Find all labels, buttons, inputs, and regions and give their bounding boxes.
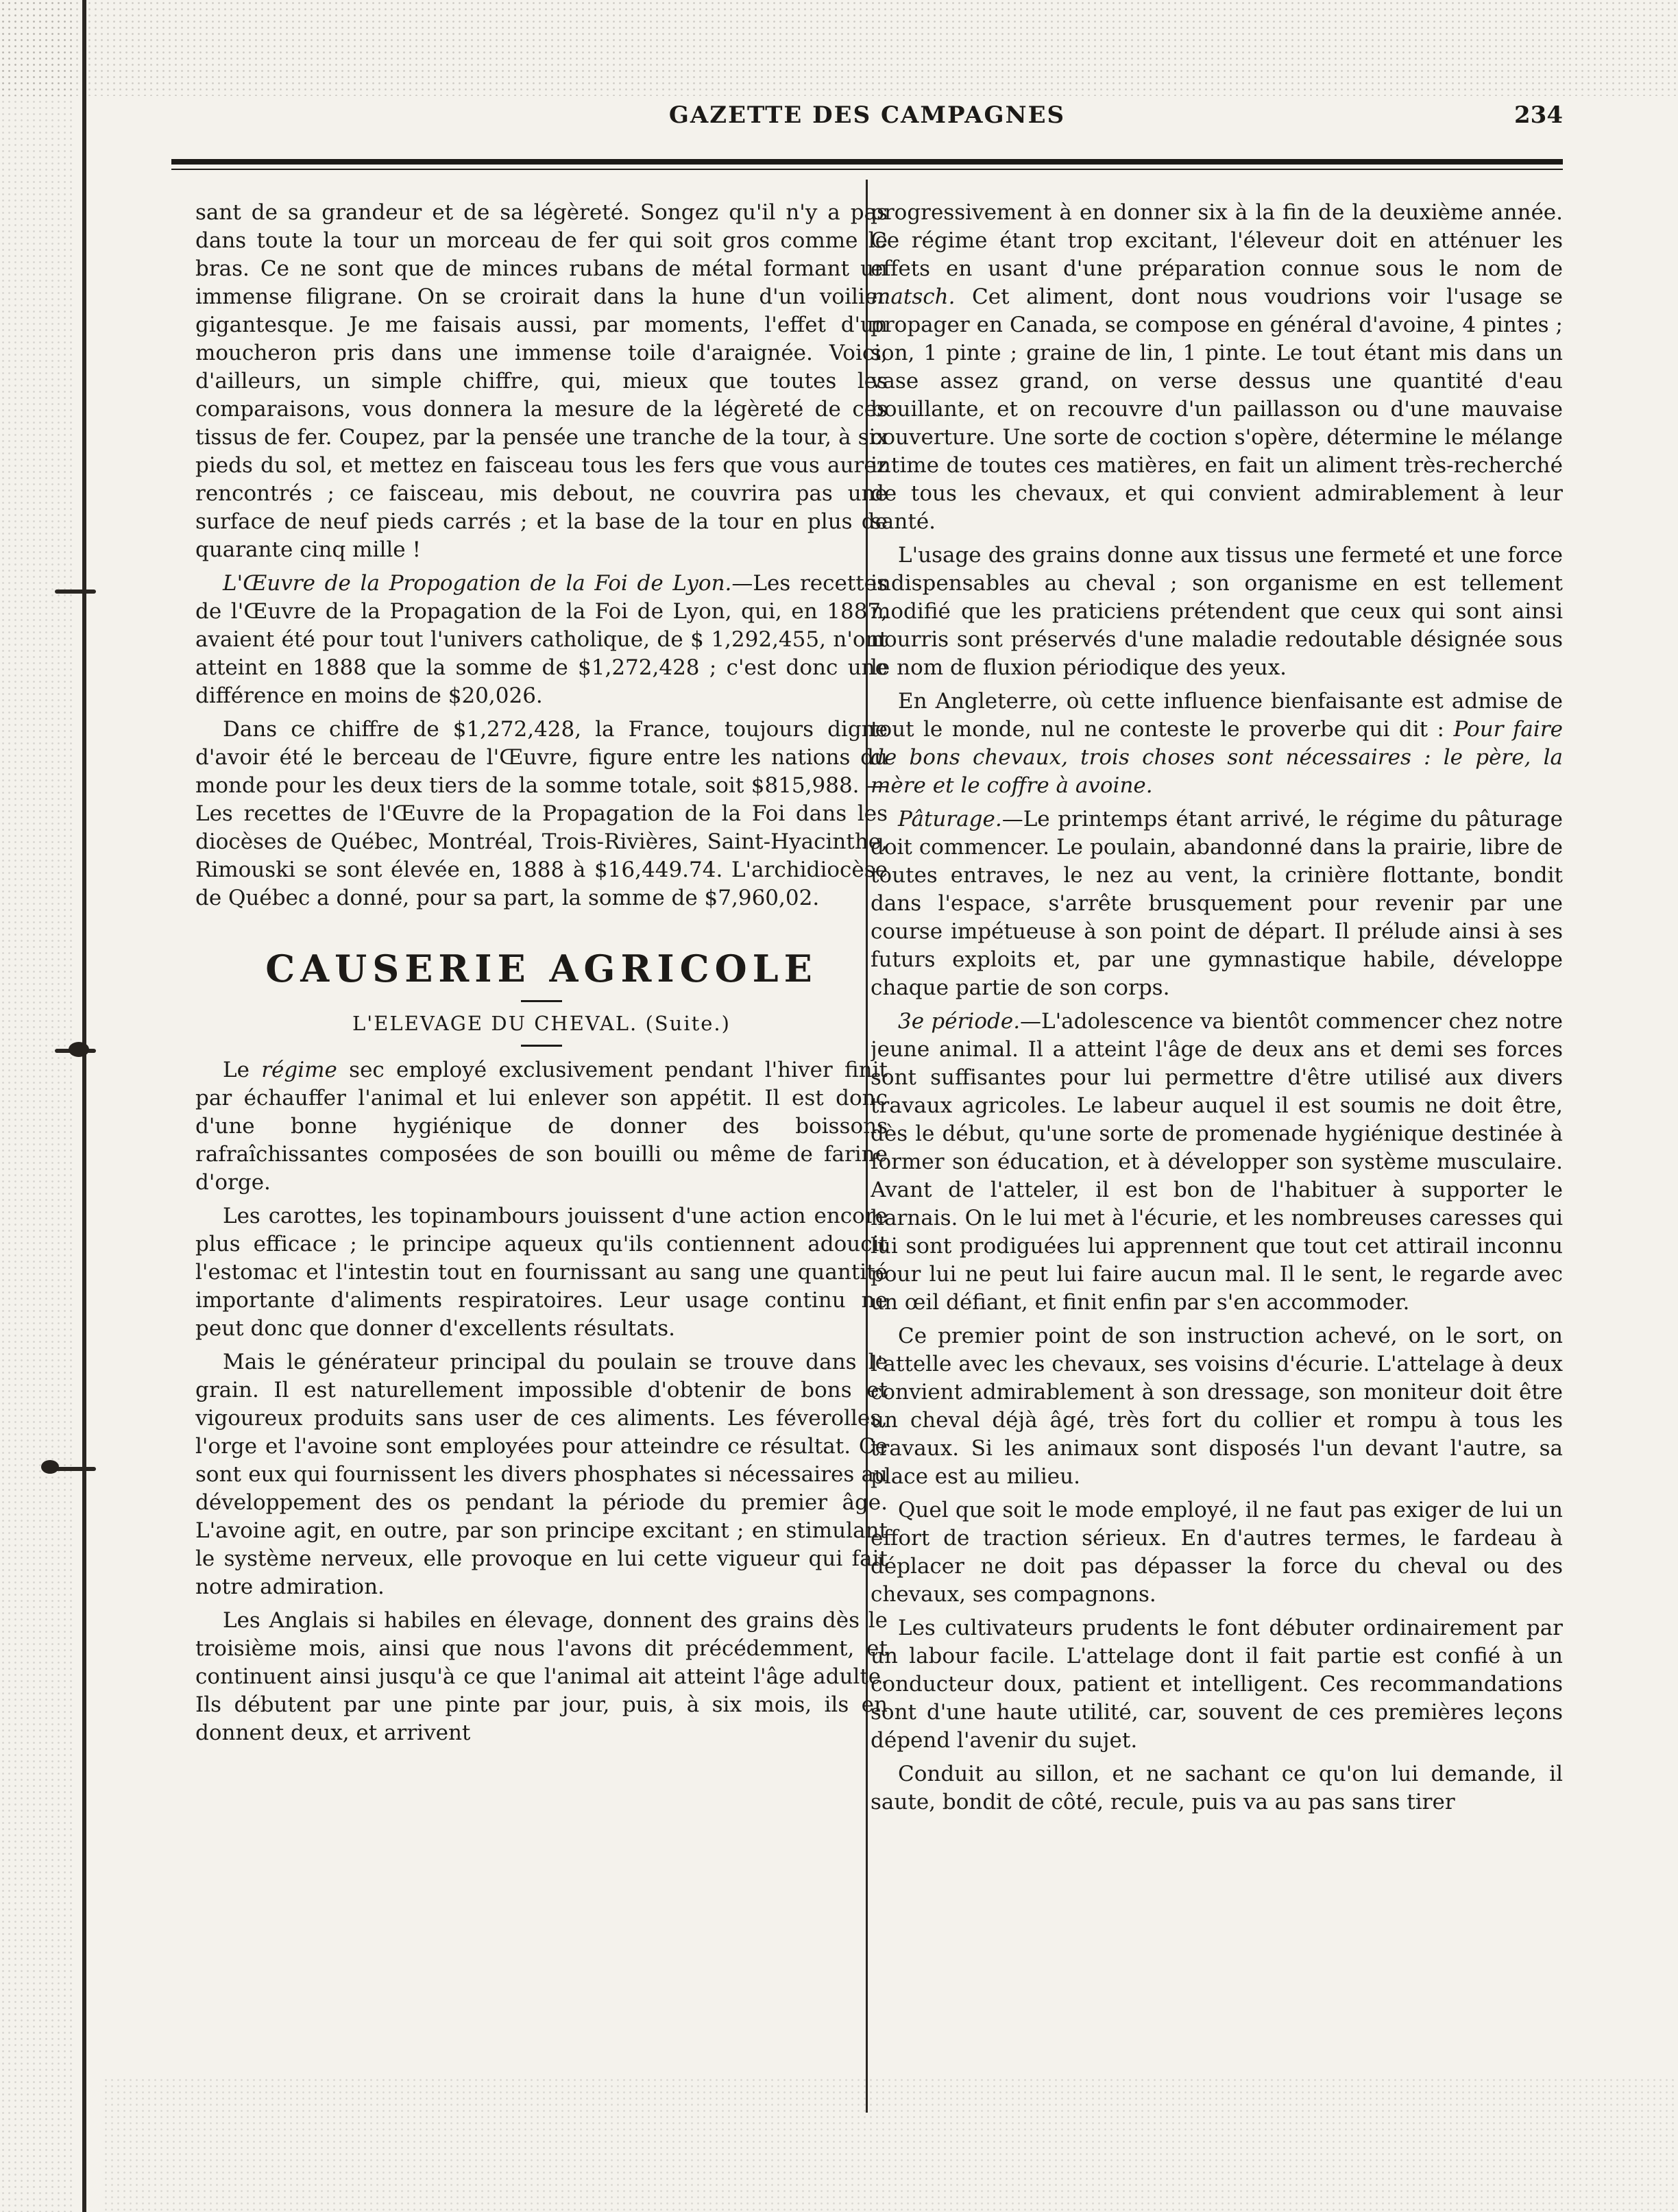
edge-tick-mark (55, 1467, 96, 1471)
subheading-inline: 3e période. (898, 1009, 1021, 1034)
text-run: —Le printemps étant arrivé, le régime du pâturage doit commencer. Le poulain, abandonné dans la prairie, libre de toutes entraves, le nez au vent, la crinière flottante, bondit dans l'espace, s'arrête brusquement pour revenir par une course impétueuse à son point de départ. Il prélude ainsi à ses futurs exploits et, par une gymnastique habile, développe chaque partie de son corps. (871, 807, 1563, 1000)
article-paragraph: Ce premier point de son instruction achevé, on le sort, on l'attelle avec les chevaux, ses voisins d'écurie. L'attelage à deux convient admirablement à son dressage, son moniteur doit être un cheval déjà âgé, très fort du collier et rompu à tous les travaux. Si les animaux sont disposés l'un devant l'autre, sa place est au milieu. (871, 1324, 1563, 1489)
article-paragraph: Mais le générateur principal du poulain se trouve dans le grain. Il est naturellement impossible d'obtenir de bons et vigoureux produits sans user de ces aliments. Les féverolles, l'orge et l'avoine sont employées pour atteindre ce résultat. Ce sont eux qui fournissent les divers phosphates si nécessaires au développement des os pendant la période du premier âge. L'avoine agit, en outre, par son principe excitant ; en stimulant le système nerveux, elle provoque en lui cette vigueur qui fait notre admiration. (195, 1350, 888, 1599)
emphasis-text: matsch. (871, 284, 956, 309)
edge-tick-mark (55, 590, 96, 594)
article-paragraph: sant de sa grandeur et de sa légèreté. Songez qu'il n'y a pas dans toute la tour un morceau de fer qui soit gros comme le bras. Ce ne sont que de minces rubans de métal formant un immense filigrane. On se croirait dans la hune d'un voilier gigantesque. Je me faisais aussi, par moments, l'effet d'un moucheron pris dans une immense toile d'araignée. Voici, d'ailleurs, un simple chiffre, qui, mieux que toutes les comparaisons, vous donnera la mesure de la légèreté de ces tissus de fer. Coupez, par la pensée une tranche de la tour, à six pieds du sol, et mettez en faisceau tous les fers que vous aurez rencontrés ; ce faisceau, mis debout, ne couvrira pas une surface de neuf pieds carrés ; et la base de la tour en plus de quarante cinq mille ! (195, 200, 888, 562)
article-paragraph (871, 1008, 1563, 1317)
subheading-inline: Pâturage. (898, 807, 1002, 831)
scan-noise-top (0, 0, 1678, 96)
article-paragraph: L'usage des grains donne aux tissus une fermeté et une force indispensables au cheval ; son organisme en est tellement modifié que les praticiens prétendent que ceux qui sont ainsi nourris sont préservés d'une maladie redoutable désignée sous le nom de fluxion périodique des yeux. (871, 543, 1563, 680)
text-run: progressivement à en donner six à la fin de la deuxième année. Ce régime étant trop excitant, l'éleveur doit en atténuer les effets en usant d'une préparation connue sous le nom de (871, 200, 1563, 281)
ink-blot (41, 1460, 59, 1474)
text-run: En Angleterre, où cette influence bienfaisante est admise de tout le monde, nul ne conteste le proverbe qui dit : (871, 689, 1563, 742)
page-number: 234 (1514, 101, 1563, 129)
title-rule (521, 1000, 562, 1002)
left-column (195, 199, 888, 2050)
text-run: sec employé exclusivement pendant l'hiver finit par échauffer l'animal et lui enlever son appétit. Il est donc d'une bonne hygiénique de donner des boissons rafraîchissantes composées de son bouilli ou même de farine d'orge. (195, 1058, 888, 1195)
article-paragraph: Quel que soit le mode employé, il ne faut pas exiger de lui un effort de traction sérieux. En d'autres termes, le fardeau à déplacer ne doit pas dépasser la force du cheval ou des chevaux, ses compagnons. (871, 1498, 1563, 1607)
text-run: Cet aliment, dont nous voudrions voir l'usage se propager en Canada, se compose en général d'avoine, 4 pintes ; son, 1 pinte ; graine de lin, 1 pinte. Le tout étant mis dans un vase assez grand, on verse dessus une quantité d'eau bouillante, et on recouvre d'un paillasson ou d'une mauvaise couverture. Une sorte de coction s'opère, détermine le mélange intime de toutes ces matières, en fait un aliment très-recherché de tous les chevaux, et qui convient admirablement à leur santé. (871, 284, 1563, 534)
page-header (171, 101, 1563, 143)
scan-noise-bottom (103, 2077, 1678, 2212)
news-item (195, 570, 888, 710)
article-paragraph (871, 199, 1563, 536)
article-paragraph: Conduit au sillon, et ne sachant ce qu'on lui demande, il saute, bondit de côté, recule, puis va au pas sans tirer (871, 1762, 1563, 1814)
article-paragraph (871, 805, 1563, 1002)
header-rule-thin (171, 169, 1563, 170)
article-paragraph (871, 688, 1563, 800)
article-paragraph: Les carottes, les topinambours jouissent d'une action encore plus efficace ; le principe aqueux qu'ils contiennent adoucit l'estomac et l'intestin tout en fournissant au sang une quantité importante d'aliments respiratoires. Leur usage continu ne peut donc que donner d'excellents résultats. (195, 1204, 888, 1341)
text-run: —L'adolescence va bientôt commencer chez notre jeune animal. Il a atteint l'âge de deux ans et demi ses forces sont suffisantes pour lui permettre d'être utilisé aux divers travaux agricoles. Le labeur auquel il est soumis ne doit être, dès le début, qu'une sorte de promenade hygiénique destinée à former son éducation, et à développer son système musculaire. Avant de l'atteler, il est bon de l'habituer à supporter le harnais. On le lui met à l'écurie, et les nombreuses caresses qui lui sont prodiguées lui apprennent que tout cet attirail inconnu pour lui ne peut lui faire aucun mal. Il le sent, le regarde avec un œil défiant, et finit enfin par s'en accommoder. (871, 1009, 1563, 1315)
article-paragraph: Dans ce chiffre de $1,272,428, la France, toujours digne d'avoir été le berceau de l'Œuvre, figure entre les nations du monde pour les deux tiers de la somme totale, soit $815,988. — Les recettes de l'Œuvre de la Propagation de la Foi dans les diocèses de Québec, Montréal, Trois-Rivières, Saint-Hyacinthe, Rimouski se sont élevée en, 1888 à $16,449.74. L'archidiocèse de Québec a donné, pour sa part, la somme de $7,960,02. (195, 717, 888, 910)
news-item-title: L'Œuvre de la Propogation de la Foi de Lyon. (223, 571, 732, 596)
running-title: GAZETTE DES CAMPAGNES (668, 101, 1066, 129)
emphasis-text: régime (261, 1058, 337, 1082)
article-paragraph: Les Anglais si habiles en élevage, donnent des grains dès le troisième mois, ainsi que nous l'avons dit précédemment, et continuent ainsi jusqu'à ce que l'animal ait atteint l'âge adulte. Ils débutent par une pinte par jour, puis, à six mois, ils en donnent deux, et arrivent (195, 1608, 888, 1745)
news-item-text: —Les recettes de l'Œuvre de la Propagation de la Foi de Lyon, qui, en 1887, avaient été pour tout l'univers catholique, de $ 1,292,455, n'ont atteint en 1888 que la somme de $1,272,428 ; c'est donc une différence en moins de $20,026. (195, 571, 888, 708)
scan-noise-left (0, 0, 75, 2212)
right-column (871, 199, 1563, 2050)
article-paragraph (195, 1056, 888, 1197)
section-title: CAUSERIE AGRICOLE (265, 947, 818, 990)
proverb-text: Pour faire de bons chevaux, trois choses sont nécessaires : le père, la mère et le coffre à avoine. (871, 717, 1563, 798)
section-heading-block (195, 947, 888, 1047)
header-rule-thick (171, 159, 1563, 165)
binding-edge-line (82, 0, 86, 2212)
article-paragraph: Les cultivateurs prudents le font débuter ordinairement par un labour facile. L'attelage dont il fait partie est confié à un conducteur doux, patient et intelligent. Ces recommandations sont d'une haute utilité, car, souvent de ces premières leçons dépend l'avenir du sujet. (871, 1616, 1563, 1753)
text-run: Le (223, 1058, 262, 1082)
ink-blot (69, 1042, 89, 1057)
subtitle-rule (521, 1045, 562, 1047)
section-subtitle: L'ELEVAGE DU CHEVAL. (Suite.) (352, 1012, 731, 1035)
